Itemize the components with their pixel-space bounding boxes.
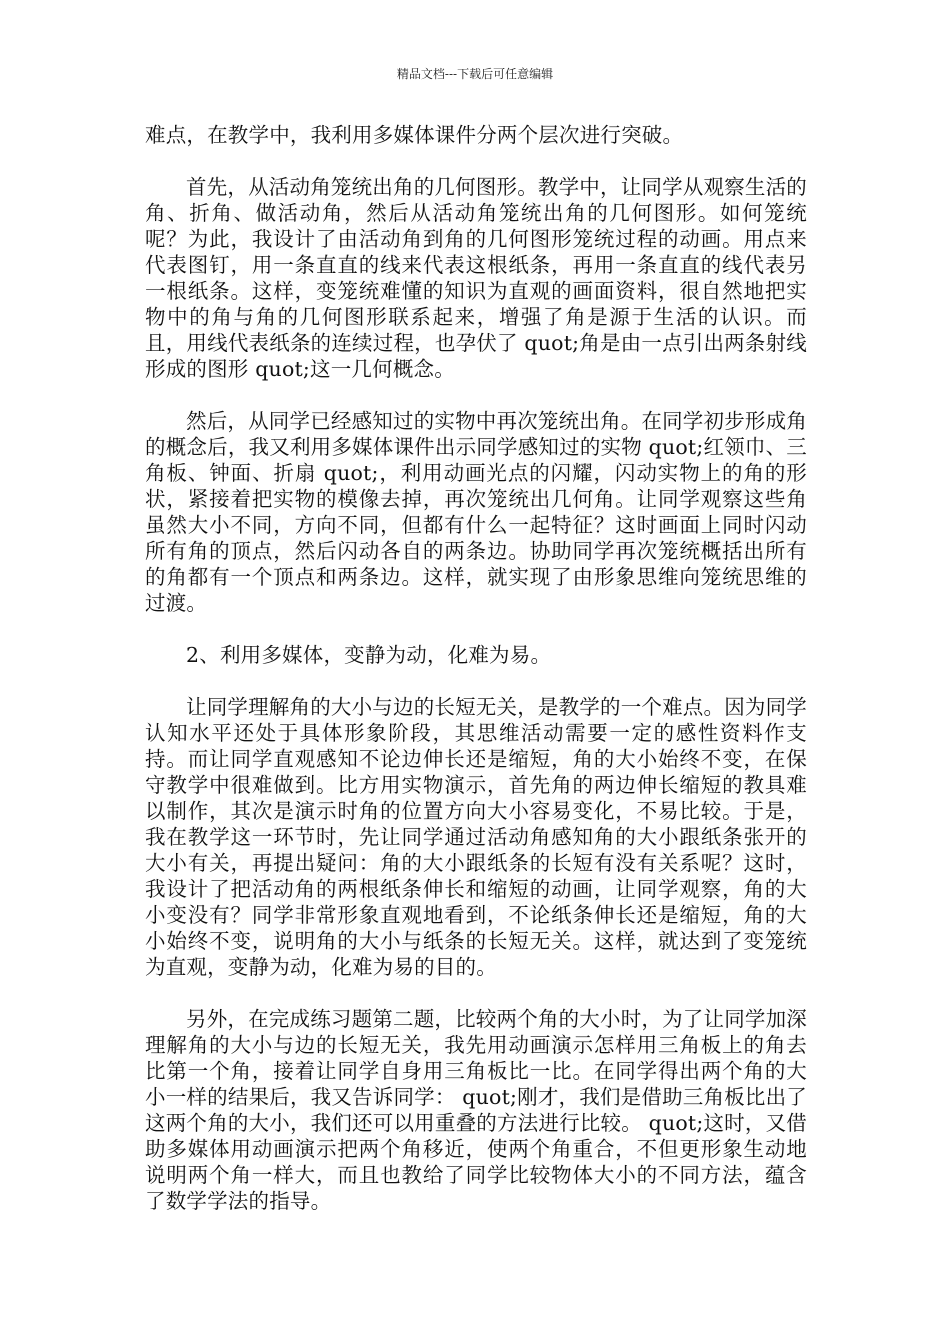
paragraph-second-abstraction: 然后，从同学已经感知过的实物中再次笼统出角。在同学初步形成角的概念后，我又利用多媒体课件出示同学感知过的实物 quot;红领巾、三角板、钟面、折扇 quot;，利用动画光点的闪耀，闪动实物上的角的形状，紧接着把实物的模像去掉，再次笼统出几何角。让同学观察这些角虽然大小不同，方向不同，但都有什么一起特征？这时画面上同时闪动所有角的顶点，然后闪动各自的两条边。协助同学再次笼统概括出所有的角都有一个顶点和两条边。这样，就实现了由形象思维向笼统思维的过渡。 bbox=[145, 409, 807, 615]
paragraph-angle-size: 让同学理解角的大小与边的长短无关，是教学的一个难点。因为同学认知水平还处于具体形象阶段，其思维活动需要一定的感性资料作支持。而让同学直观感知不论边伸长还是缩短，角的大小始终不变，在保守教学中很难做到。比方用实物演示，首先角的两边伸长缩短的教具难以制作，其次是演示时角的位置方向大小容易变化，不易比较。于是，我在教学这一环节时，先让同学通过活动角感知角的大小跟纸条张开的大小有关，再提出疑问：角的大小跟纸条的长短有没有关系呢？这时，我设计了把活动角的两根纸条伸长和缩短的动画，让同学观察，角的大小变没有？同学非常形象直观地看到，不论纸条伸长还是缩短，角的大小始终不变，说明角的大小与纸条的长短无关。这样，就达到了变笼统为直观，变静为动，化难为易的目的。 bbox=[145, 695, 807, 979]
paragraph-first-abstraction: 首先，从活动角笼统出角的几何图形。教学中，让同学从观察生活的角、折角、做活动角，然后从活动角笼统出角的几何图形。如何笼统呢？为此，我设计了由活动角到角的几何图形笼统过程的动画。用点来代表图钉，用一条直直的线来代表这根纸条，再用一条直直的线代表另一根纸条。这样，变笼统难懂的知识为直观的画面资料，很自然地把实物中的角与角的几何图形联系起来，增强了角是源于生活的认识。而且，用线代表纸条的连续过程，也孕伏了 quot;角是由一点引出两条射线形成的图形 quot;这一几何概念。 bbox=[145, 175, 807, 381]
page-header: 精品文档---下载后可任意编辑 bbox=[396, 67, 554, 81]
document-body bbox=[145, 122, 807, 1214]
paragraph-exercise: 另外，在完成练习题第二题，比较两个角的大小时，为了让同学加深理解角的大小与边的长短无关，我先用动画演示怎样用三角板上的角去比第一个角，接着让同学自身用三角板比一比。在同学得出两个角的大小一样的结果后，我又告诉同学： quot;刚才，我们是借助三角板比出了这两个角的大小，我们还可以用重叠的方法进行比较。 quot;这时，又借助多媒体用动画演示把两个角移近，使两个角重合，不但更形象生动地说明两个角一样大，而且也教给了同学比较物体大小的不同方法，蕴含了数学学法的指导。 bbox=[145, 1007, 807, 1213]
section-heading-multimedia: 2、利用多媒体，变静为动，化难为易。 bbox=[186, 643, 552, 667]
paragraph-continuation: 难点，在教学中，我利用多媒体课件分两个层次进行突破。 bbox=[145, 123, 684, 147]
